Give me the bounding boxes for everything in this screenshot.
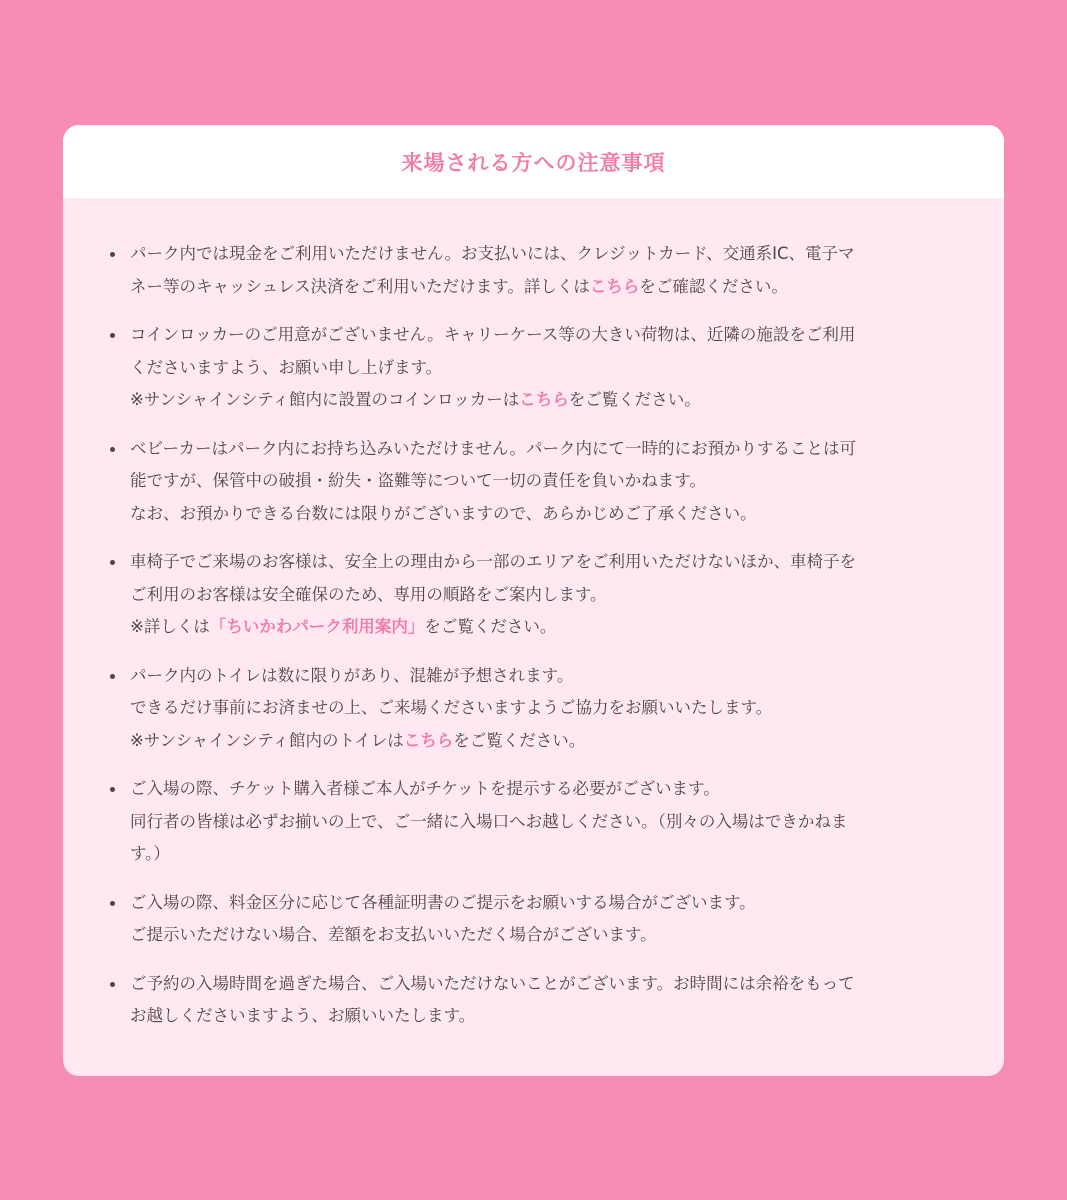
notice-line	[130, 271, 964, 304]
notice-line: す。）	[130, 844, 170, 863]
notice-line: ご入場の際、チケット購入者様ご本人がチケットを提示する必要がございます。	[130, 779, 720, 798]
notice-text: をご覧ください。	[424, 617, 557, 636]
notice-text: をご確認ください。	[639, 276, 788, 296]
notice-line: お越しくださいますよう、お願いいたします。	[130, 1006, 476, 1025]
notice-line	[130, 384, 964, 417]
notice-line: ご入場の際、料金区分に応じて各種証明書のご提示をお願いする場合がございます。	[130, 892, 756, 912]
notice-line: ご提示いただけない場合、差額をお支払いいただく場合がございます。	[130, 925, 657, 944]
bullet-icon	[110, 252, 115, 257]
notice-item-wheelchair	[110, 546, 964, 644]
bullet-icon	[110, 560, 115, 565]
notice-line: パーク内では現金をご利用いただけません。お支払いには、クレジットカード、交通系IC、電子マ	[130, 244, 855, 263]
notice-line: ご予約の入場時間を過ぎた場合、ご入場いただけないことがございます。お時間には余裕をもって	[130, 973, 855, 993]
notice-item-stroller	[110, 433, 964, 531]
notice-item-entry-time	[110, 968, 964, 1033]
notice-item-ticket-holder	[110, 773, 964, 871]
notice-title: 来場される方への注意事項	[401, 150, 666, 175]
notice-item-coin-locker	[110, 319, 964, 417]
notice-line: パーク内のトイレは数に限りがあり、混雑が予想されます。	[130, 665, 574, 685]
notice-item-payment	[110, 238, 964, 303]
coin-locker-link[interactable]: こちら	[519, 390, 569, 409]
notice-text: ※詳しくは	[130, 617, 210, 636]
notice-line: 車椅子でご来場のお客様は、安全上の理由から一部のエリアをご利用いただけないほか、車椅子を	[130, 552, 856, 571]
bullet-icon	[110, 982, 115, 987]
notice-text: ※サンシャインシティ館内に設置のコインロッカーは	[130, 390, 520, 409]
notice-item-restroom	[110, 660, 964, 758]
park-guide-link[interactable]: 「ちいかわパーク利用案内」	[209, 617, 425, 636]
notice-list	[63, 198, 1004, 1033]
notice-text: をご覧ください。	[568, 390, 701, 409]
notice-line: できるだけ事前にお済ませの上、ご来場くださいますようご協力をお願いいたします。	[130, 698, 773, 717]
notice-line: ベビーカーはパーク内にお持ち込みいただけません。パーク内にて一時的にお預かりすることは可	[130, 438, 856, 458]
notice-text: をご覧ください。	[453, 730, 586, 750]
notice-line: なお、お預かりできる台数には限りがございますので、あらかじめご了承ください。	[130, 503, 757, 523]
notice-line: 同行者の皆様は必ずお揃いの上で、ご一緒に入場口へお越しください。（別々の入場はできかねま	[130, 811, 848, 831]
notice-item-certificate	[110, 887, 964, 952]
notice-text: ※サンシャインシティ館内のトイレは	[130, 730, 404, 750]
notice-line: ご利用のお客様は安全確保のため、専用の順路をご案内します。	[130, 584, 607, 604]
payment-details-link[interactable]: こちら	[589, 276, 640, 296]
bullet-icon	[110, 333, 115, 338]
notice-line	[130, 725, 964, 758]
notice-line: くださいますよう、お願い申し上げます。	[130, 357, 443, 377]
bullet-icon	[110, 674, 115, 679]
restroom-link[interactable]: こちら	[403, 730, 454, 750]
notice-line: 能ですが、保管中の破損・紛失・盗難等について一切の責任を負いかねます。	[130, 471, 706, 490]
bullet-icon	[110, 447, 115, 452]
bullet-icon	[110, 787, 115, 792]
notice-line: コインロッカーのご用意がございません。キャリーケース等の大きい荷物は、近隣の施設をご利用	[130, 325, 856, 344]
notice-text: ネー等のキャッシュレス決済をご利用いただけます。詳しくは	[130, 276, 590, 296]
bullet-icon	[110, 901, 115, 906]
notice-header	[63, 125, 1004, 198]
notice-line	[130, 611, 964, 644]
notice-card	[63, 125, 1004, 1076]
